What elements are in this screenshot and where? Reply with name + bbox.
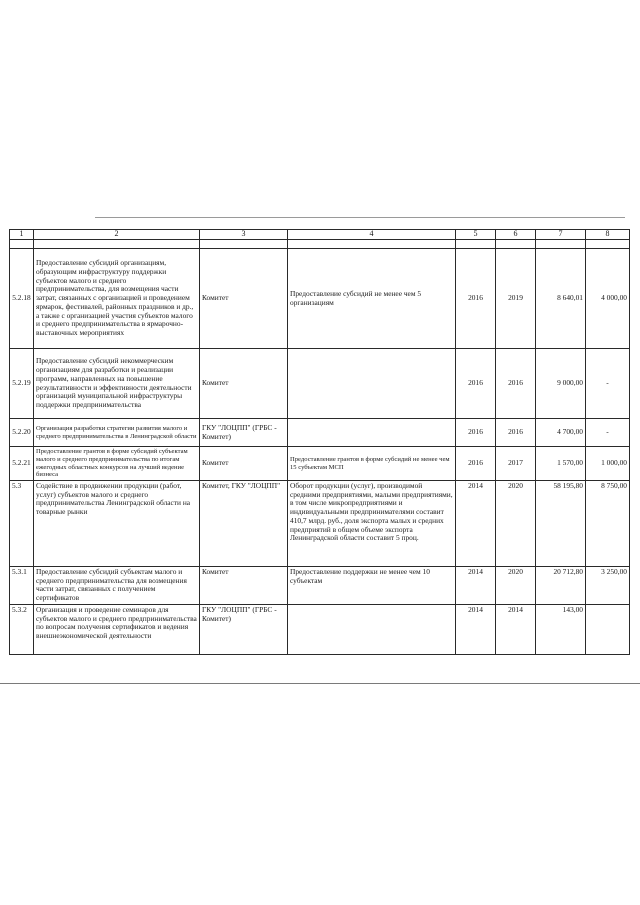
row-indicator: Оборот продукции (услуг), производимой средними предприятиями, малыми предприятиями, в том числе микропредприятиями и индивидуальными предпринимателями составит 410,7 млрд. руб., доля экспорта малых и средних предприятий в общем объеме экспорта Ленинградской области составит 5 проц.	[288, 481, 456, 567]
row-executor: ГКУ "ЛОЦПП" (ГРБС - Комитет)	[200, 605, 288, 655]
row-amount: 58 195,80	[536, 481, 586, 567]
row-executor: Комитет	[200, 249, 288, 349]
row-amount: 143,00	[536, 605, 586, 655]
row-number: 5.2.20	[10, 419, 34, 447]
row-indicator	[288, 349, 456, 419]
row-amount: 8 640,01	[536, 249, 586, 349]
table-row	[10, 419, 630, 447]
row-amount: 4 700,00	[536, 419, 586, 447]
spacer-row	[10, 240, 630, 249]
row-executor: Комитет, ГКУ "ЛОЦПП"	[200, 481, 288, 567]
header-cell-4: 4	[288, 230, 456, 240]
header-cell-8: 8	[586, 230, 630, 240]
row-indicator	[288, 605, 456, 655]
row-name: Организация разработки стратегии развития малого и среднего предпринимательства в Ленинградской области	[34, 419, 200, 447]
table-row	[10, 481, 630, 567]
header-cell-2: 2	[34, 230, 200, 240]
table-row	[10, 249, 630, 349]
table-row	[10, 605, 630, 655]
row-budget: 3 250,00	[586, 567, 630, 605]
row-amount: 20 712,80	[536, 567, 586, 605]
row-executor: Комитет	[200, 567, 288, 605]
row-indicator: Предоставление поддержки не менее чем 10 субъектам	[288, 567, 456, 605]
row-end-year: 2019	[496, 249, 536, 349]
row-name: Содействие в продвижении продукции (работ, услуг) субъектов малого и среднего предпринимательства Ленинградской области на товарные рынки	[34, 481, 200, 567]
row-budget: 8 750,00	[586, 481, 630, 567]
row-number: 5.3	[10, 481, 34, 567]
row-budget: -	[586, 349, 630, 419]
row-indicator	[288, 419, 456, 447]
row-name: Предоставление субсидий субъектам малого и среднего предпринимательства для возмещения части затрат, связанных с получением сертификатов	[34, 567, 200, 605]
scan-artifact-bottom	[0, 683, 640, 684]
table-row	[10, 567, 630, 605]
header-cell-3: 3	[200, 230, 288, 240]
row-name: Организация и проведение семинаров для субъектов малого и среднего предпринимательства по вопросам получения сертификатов и ведения внешнеэкономической деятельности	[34, 605, 200, 655]
row-start-year: 2016	[456, 349, 496, 419]
row-amount: 1 570,00	[536, 447, 586, 481]
row-budget: 4 000,00	[586, 249, 630, 349]
header-cell-7: 7	[536, 230, 586, 240]
row-start-year: 2016	[456, 249, 496, 349]
row-budget: 1 000,00	[586, 447, 630, 481]
row-executor: Комитет	[200, 349, 288, 419]
row-name: Предоставление субсидий некоммерческим организациям для разработки и реализации программ, направленных на повышение результативности и эффективности деятельности организаций муниципальной инфраструктуры поддержки предпринимательства	[34, 349, 200, 419]
row-start-year: 2014	[456, 567, 496, 605]
row-number: 5.3.2	[10, 605, 34, 655]
row-number: 5.3.1	[10, 567, 34, 605]
row-number: 5.2.19	[10, 349, 34, 419]
row-indicator: Предоставление субсидий не менее чем 5 организациям	[288, 249, 456, 349]
row-budget: -	[586, 419, 630, 447]
header-cell-1: 1	[10, 230, 34, 240]
row-amount: 9 000,00	[536, 349, 586, 419]
header-cell-6: 6	[496, 230, 536, 240]
row-budget	[586, 605, 630, 655]
scan-artifact-top	[95, 217, 625, 218]
row-name: Предоставление грантов в форме субсидий субъектам малого и среднего предпринимательства по итогам ежегодных областных конкурсов на лучший ведение бизнеса	[34, 447, 200, 481]
table-row	[10, 349, 630, 419]
row-executor: Комитет	[200, 447, 288, 481]
table-row	[10, 447, 630, 481]
row-end-year: 2014	[496, 605, 536, 655]
row-end-year: 2020	[496, 481, 536, 567]
row-number: 5.2.18	[10, 249, 34, 349]
row-end-year: 2016	[496, 419, 536, 447]
row-indicator: Предоставление грантов в форме субсидий не менее чем 15 субъектам МСП	[288, 447, 456, 481]
row-start-year: 2016	[456, 419, 496, 447]
row-name: Предоставление субсидий организациям, образующим инфраструктуру поддержки субъектов малого и среднего предпринимательства, для возмещения части затрат, связанных с организацией и проведением ярмарок, фестивалей, районных праздников и др., а также с организацией участия субъектов малого и среднего предпринимательства в ярмарочно-выставочных мероприятиях	[34, 249, 200, 349]
row-executor: ГКУ "ЛОЦПП" (ГРБС - Комитет)	[200, 419, 288, 447]
row-start-year: 2014	[456, 605, 496, 655]
header-row	[10, 230, 630, 240]
row-start-year: 2016	[456, 447, 496, 481]
row-number: 5.2.21	[10, 447, 34, 481]
row-end-year: 2017	[496, 447, 536, 481]
plan-table	[9, 229, 630, 655]
header-cell-5: 5	[456, 230, 496, 240]
row-end-year: 2016	[496, 349, 536, 419]
row-start-year: 2014	[456, 481, 496, 567]
row-end-year: 2020	[496, 567, 536, 605]
